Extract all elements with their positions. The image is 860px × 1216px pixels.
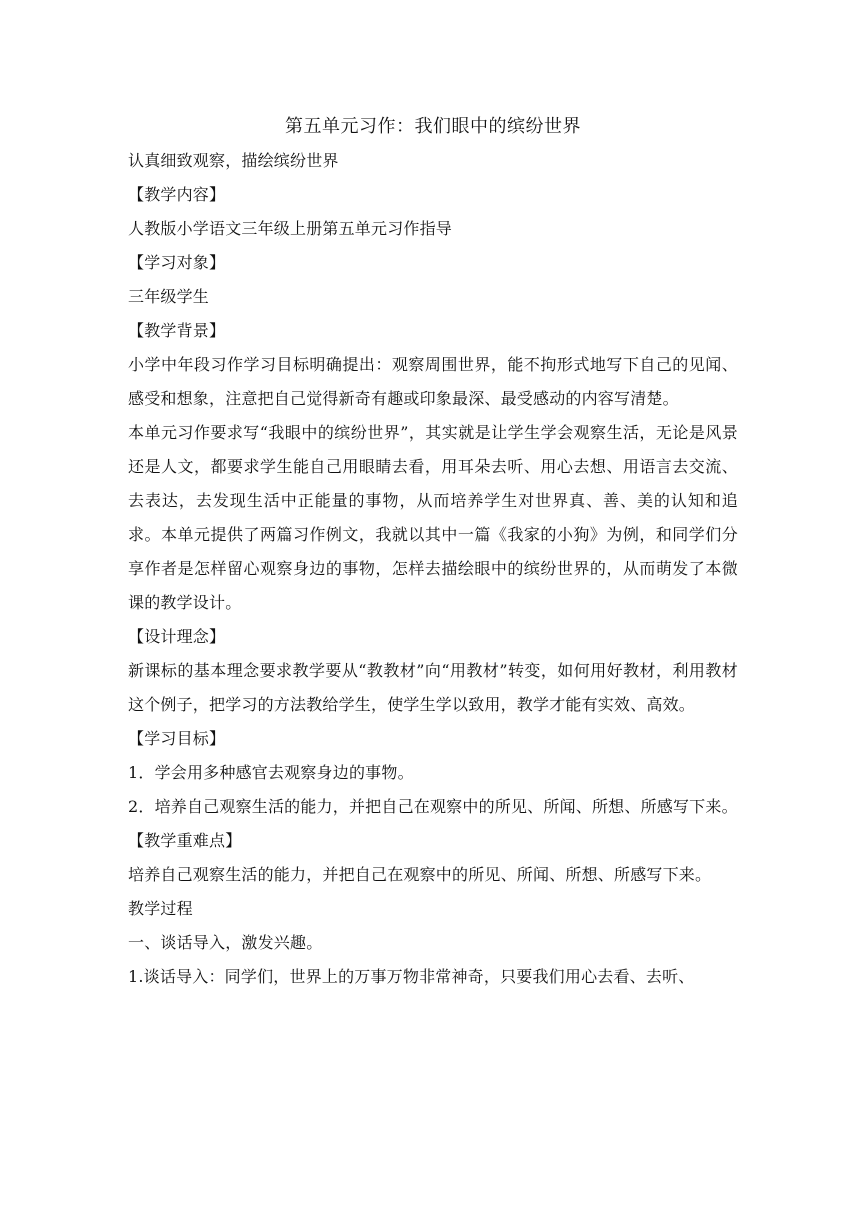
section-paragraph-concept: 新课标的基本理念要求教学要从“教教材”向“用教材”转变，如何用好教材，利用教材这个例子，把学习的方法教给学生，使学生学以致用，教学才能有实效、高效。 (128, 661, 738, 714)
goal-item-1: 1．学会用多种感官去观察身边的事物。 (128, 763, 414, 782)
section-text-content: 人教版小学语文三年级上册第五单元习作指导 (128, 219, 453, 238)
goal-item-2: 2．培养自己观察生活的能力，并把自己在观察中的所见、所闻、所想、所感写下来。 (128, 797, 738, 816)
section-text-audience: 三年级学生 (128, 287, 210, 306)
section-heading-audience: 【学习对象】 (128, 253, 226, 272)
section-heading-content: 【教学内容】 (128, 185, 226, 204)
document-subtitle: 认真细致观察，描绘缤纷世界 (128, 151, 339, 170)
document-body (128, 110, 738, 994)
section-paragraph-keypoints: 培养自己观察生活的能力，并把自己在观察中的所见、所闻、所想、所感写下来。 (128, 865, 712, 884)
section-paragraph-background-1: 小学中年段习作学习目标明确提出：观察周围世界，能不拘形式地写下自己的见闻、感受和想象，注意把自己觉得新奇有趣或印象最深、最受感动的内容写清楚。 (128, 355, 738, 408)
section-heading-concept: 【设计理念】 (128, 627, 226, 646)
section-paragraph-background-2: 本单元习作要求写“我眼中的缤纷世界”，其实就是让学生学会观察生活，无论是风景还是人文，都要求学生能自己用眼睛去看，用耳朵去听、用心去想、用语言去交流、去表达，去发现生活中正能量的事物，从而培养学生对世界真、善、美的认知和追求。本单元提供了两篇习作例文，我就以其中一篇《我家的小狗》为例，和同学们分享作者是怎样留心观察身边的事物，怎样去描绘眼中的缤纷世界的，从而萌发了本微课的教学设计。 (128, 423, 738, 612)
process-step-1: 一、谈话导入，激发兴趣。 (128, 933, 323, 952)
section-heading-process: 教学过程 (128, 899, 193, 918)
section-heading-keypoints: 【教学重难点】 (128, 831, 242, 850)
process-step-1-item-1: 1.谈话导入：同学们，世界上的万事万物非常神奇，只要我们用心去看、去听、 (128, 967, 695, 986)
section-heading-background: 【教学背景】 (128, 321, 226, 340)
document-title: 第五单元习作：我们眼中的缤纷世界 (285, 116, 581, 137)
section-heading-goals: 【学习目标】 (128, 729, 226, 748)
